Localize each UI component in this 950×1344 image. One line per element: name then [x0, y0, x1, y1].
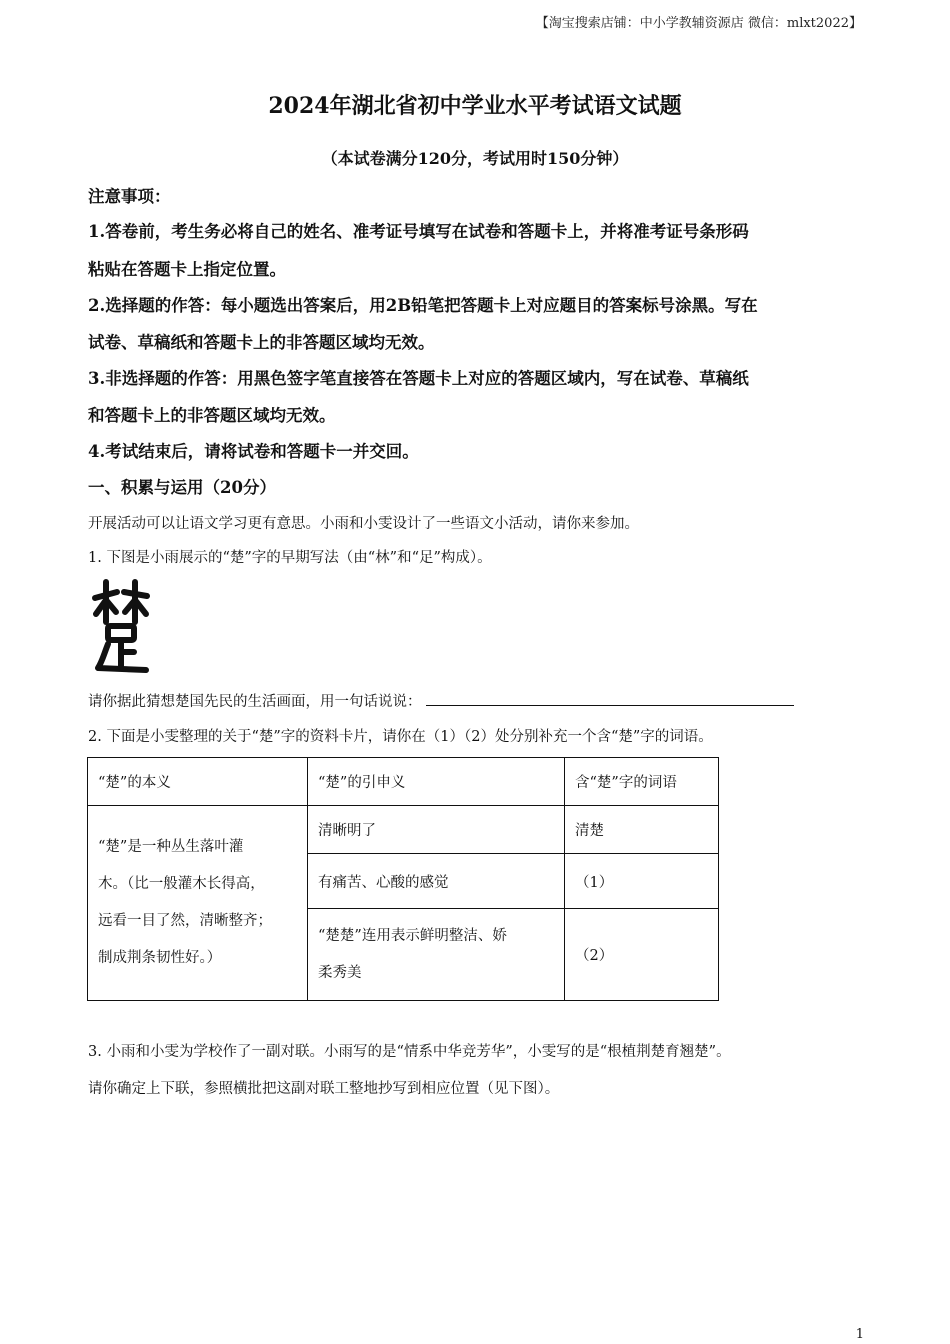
extended-meaning-cell: 有痛苦、心酸的感觉 — [308, 854, 565, 909]
chu-info-card-table — [87, 757, 719, 1001]
extended-meaning-line: 柔秀美 — [318, 964, 362, 981]
table-header-row — [88, 758, 719, 806]
original-meaning-line: 木。（比一般灌木长得高， — [98, 876, 265, 892]
original-meaning-line: “楚”是一种丛生落叶灌 — [98, 839, 244, 855]
table-row — [88, 806, 719, 854]
answer-blank-line[interactable] — [426, 704, 794, 706]
page-title: 2024年湖北省初中学业水平考试语文试题 — [268, 93, 682, 119]
header-note: 【淘宝搜索店铺：中小学教辅资源店 微信：mlxt2022】 — [535, 16, 862, 31]
question-3-line: 3. 小雨和小雯为学校作了一副对联。小雨写的是“情系中华竞芳华”，小雯写的是“根植荆楚育翘楚”。 — [88, 1044, 731, 1060]
notice-line: 4.考试结束后，请将试卷和答题卡一并交回。 — [88, 442, 419, 461]
page-number: 1 — [855, 1327, 864, 1342]
ancient-chu-character-image — [90, 578, 152, 674]
section-intro: 开展活动可以让语文学习更有意思。小雨和小雯设计了一些语文小活动，请你来参加。 — [88, 516, 639, 532]
question-1-prompt — [88, 690, 794, 711]
extended-meaning-cell — [308, 909, 565, 1001]
word-cell: 清楚 — [565, 806, 719, 854]
extended-meaning-line: “楚楚”连用表示鲜明整洁、娇 — [318, 927, 507, 944]
question-3-line: 请你确定上下联，参照横批把这副对联工整地抄写到相应位置（见下图）。 — [88, 1081, 560, 1097]
question-1-text: 1. 下图是小雨展示的“楚”字的早期写法（由“林”和“足”构成）。 — [88, 550, 492, 566]
notice-line: 试卷、草稿纸和答题卡上的非答题区域均无效。 — [88, 333, 435, 352]
original-meaning-line: 远看一目了然，清晰整齐； — [98, 913, 272, 929]
extended-meaning-cell: 清晰明了 — [308, 806, 565, 854]
original-meaning-line: 制成荆条韧性好。） — [98, 950, 222, 966]
notice-line: 和答题卡上的非答题区域均无效。 — [88, 406, 336, 425]
header-original-meaning: “楚”的本义 — [88, 758, 308, 806]
word-blank-2[interactable]: （2） — [565, 909, 719, 1001]
notice-line: 1.答卷前，考生务必将自己的姓名、准考证号填写在试卷和答题卡上，并将准考证号条形码 — [88, 222, 749, 241]
section-heading: 一、积累与运用（20分） — [88, 478, 276, 497]
notice-line: 粘贴在答题卡上指定位置。 — [88, 260, 286, 279]
original-meaning-cell — [88, 806, 308, 1001]
word-blank-1[interactable]: （1） — [565, 854, 719, 909]
page-subtitle: （本试卷满分120分，考试用时150分钟） — [321, 149, 629, 168]
header-extended-meaning: “楚”的引申义 — [308, 758, 565, 806]
notice-line: 3.非选择题的作答：用黑色签字笔直接答在答题卡上对应的答题区域内，写在试卷、草稿纸 — [88, 369, 749, 388]
question-1-prompt-text: 请你据此猜想楚国先民的生活画面，用一句话说说： — [88, 694, 422, 710]
notice-heading: 注意事项： — [88, 187, 171, 206]
header-words: 含“楚”字的词语 — [565, 758, 719, 806]
notice-line: 2.选择题的作答：每小题选出答案后，用2B铅笔把答题卡上对应题目的答案标号涂黑。写在 — [88, 296, 758, 315]
question-2-text: 2. 下面是小雯整理的关于“楚”字的资料卡片，请你在（1）（2）处分别补充一个含“楚”字的词语。 — [88, 729, 713, 745]
